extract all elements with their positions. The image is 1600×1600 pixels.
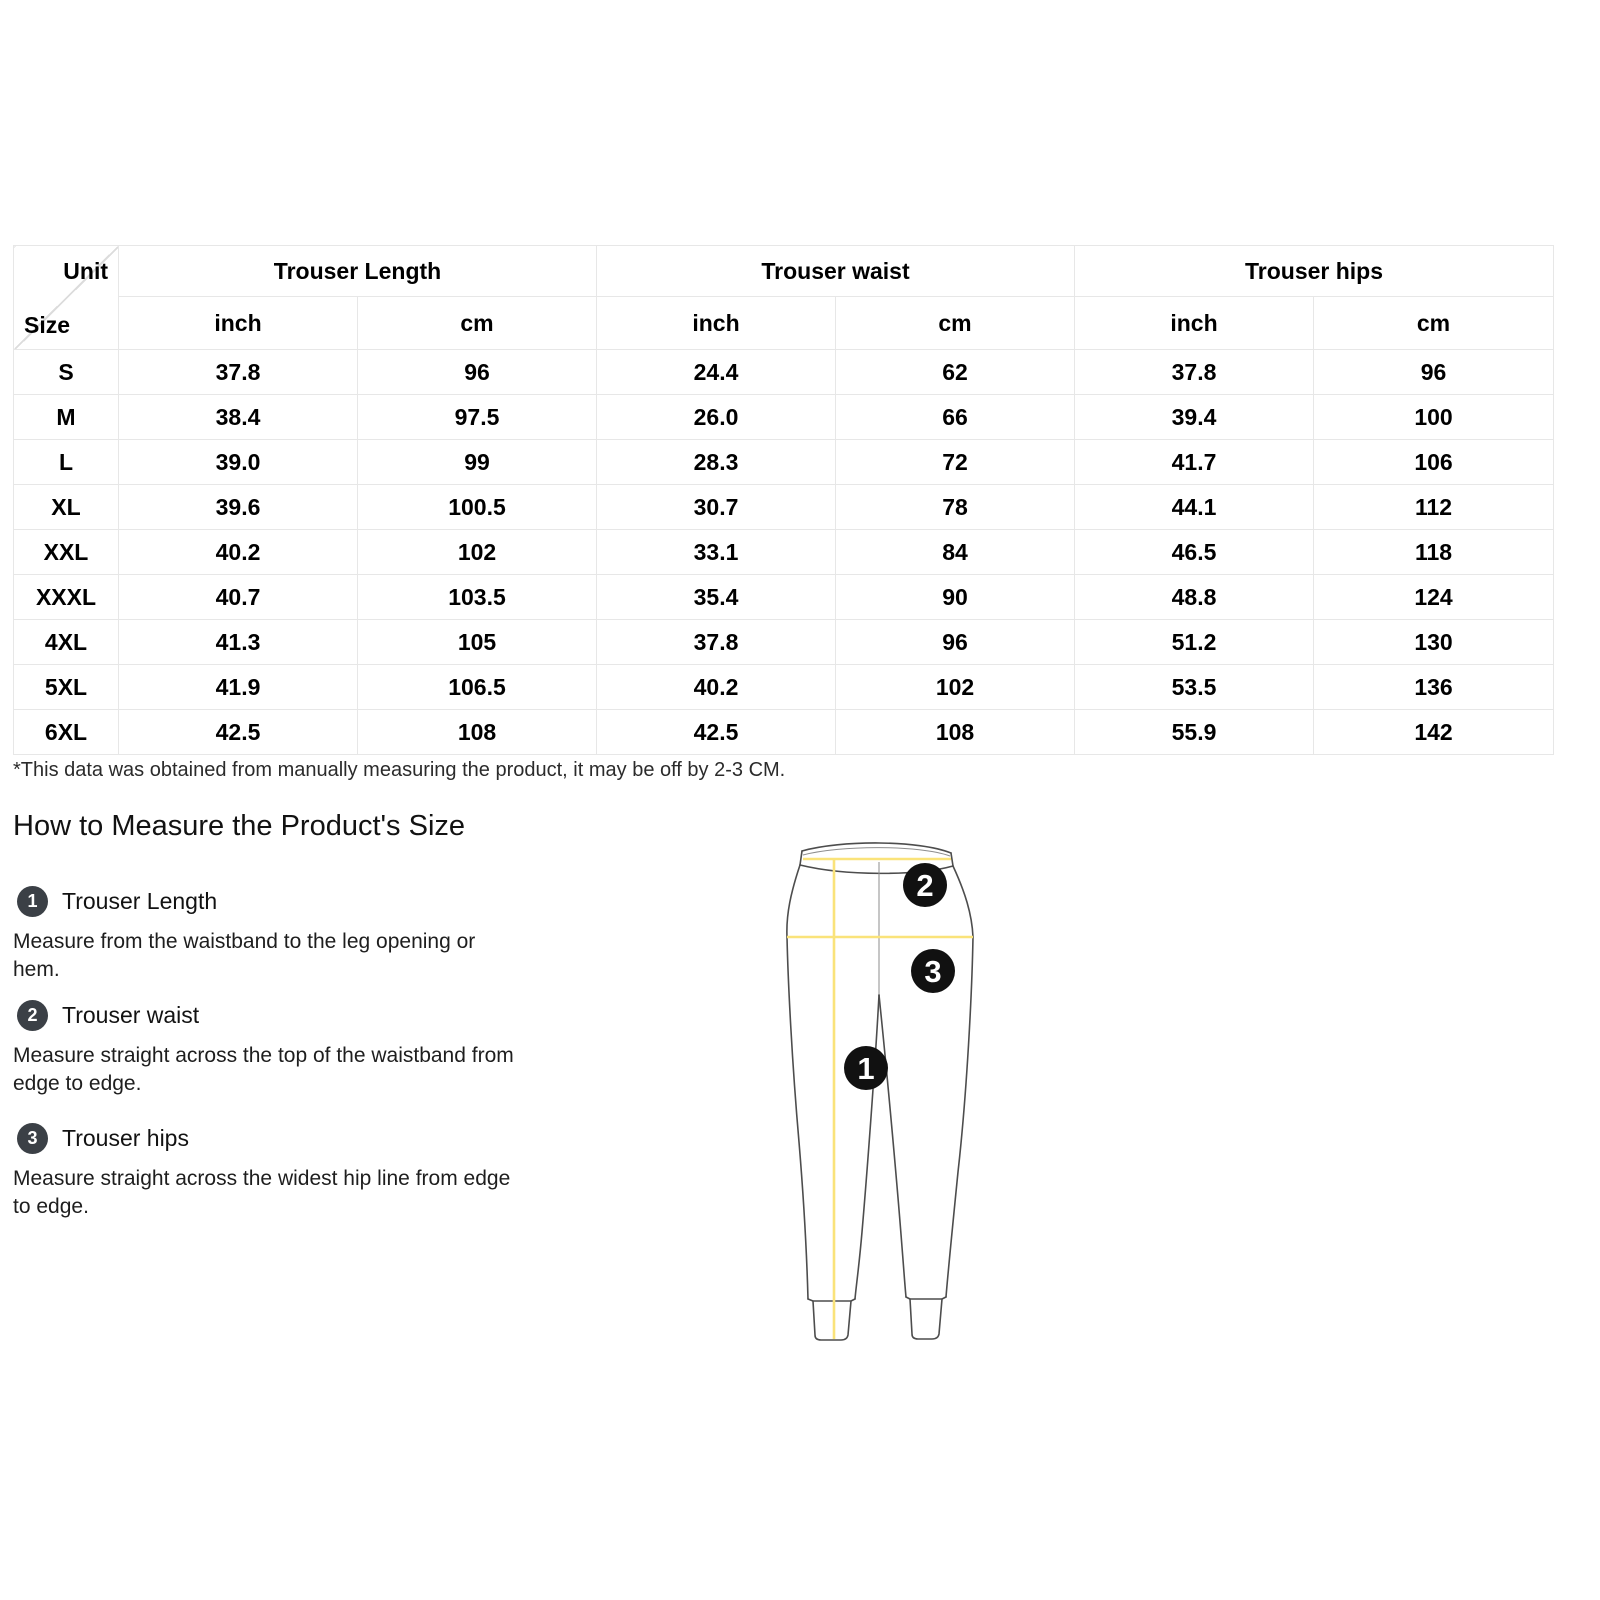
size-table-row (14, 710, 1554, 755)
size-cell: 96 (358, 350, 597, 395)
description-line: Measure straight across the widest hip line from edge (13, 1167, 511, 1190)
unit-header-row (14, 297, 1554, 350)
step-3-label: Trouser hips (62, 1125, 189, 1151)
size-cell: 40.2 (597, 665, 836, 710)
description-line: Measure from the waistband to the leg opening or (13, 930, 476, 953)
size-cell: 33.1 (597, 530, 836, 575)
column-group-trouser-length: Trouser Length (119, 246, 597, 297)
size-label: 4XL (14, 620, 119, 665)
size-cell: 108 (836, 710, 1075, 755)
right-leg-inner-seam (879, 995, 906, 1297)
left-cuff (813, 1301, 851, 1340)
size-cell: 105 (358, 620, 597, 665)
marker-3-number: 3 (924, 954, 942, 989)
size-cell: 53.5 (1075, 665, 1314, 710)
size-table-row (14, 395, 1554, 440)
size-cell: 55.9 (1075, 710, 1314, 755)
unit-header-waist-inch: inch (597, 297, 836, 350)
step-2-badge: 2 (17, 1000, 48, 1031)
size-cell: 102 (358, 530, 597, 575)
step-1-description (13, 928, 613, 984)
size-cell: 118 (1314, 530, 1554, 575)
guide-item-trouser-waist (13, 1000, 613, 1098)
guide-item-head (13, 886, 613, 917)
size-table-body (14, 350, 1554, 755)
size-table-row (14, 440, 1554, 485)
corner-size-label: Size (24, 312, 71, 338)
table-corner-cell (14, 246, 119, 350)
step-2-label: Trouser waist (62, 1002, 200, 1028)
size-cell: 124 (1314, 575, 1554, 620)
size-label: XXL (14, 530, 119, 575)
left-leg-inner-seam (855, 995, 879, 1299)
size-label: 6XL (14, 710, 119, 755)
size-chart-table (13, 245, 1554, 755)
size-label: L (14, 440, 119, 485)
size-cell: 108 (358, 710, 597, 755)
size-cell: 41.7 (1075, 440, 1314, 485)
unit-header-hips-cm: cm (1314, 297, 1554, 350)
description-line: edge to edge. (13, 1072, 142, 1095)
trousers-diagram-svg (775, 832, 985, 1347)
size-cell: 37.8 (597, 620, 836, 665)
size-label: XXXL (14, 575, 119, 620)
step-1-label: Trouser Length (62, 888, 218, 914)
guide-item-head (13, 1123, 613, 1154)
size-table-row (14, 485, 1554, 530)
right-leg-outer-seam (946, 866, 973, 1297)
size-cell: 39.6 (119, 485, 358, 530)
size-cell: 39.0 (119, 440, 358, 485)
diagram-marker-1 (844, 1046, 888, 1090)
size-cell: 130 (1314, 620, 1554, 665)
guide-item-trouser-length (13, 886, 613, 984)
size-cell: 39.4 (1075, 395, 1314, 440)
size-cell: 44.1 (1075, 485, 1314, 530)
size-label: S (14, 350, 119, 395)
right-cuff (910, 1299, 942, 1339)
size-cell: 24.4 (597, 350, 836, 395)
size-cell: 72 (836, 440, 1075, 485)
marker-2-number: 2 (916, 868, 934, 903)
size-cell: 62 (836, 350, 1075, 395)
unit-header-waist-cm: cm (836, 297, 1075, 350)
trousers-measurement-diagram (775, 832, 985, 1347)
size-cell: 100.5 (358, 485, 597, 530)
marker-1-number: 1 (857, 1051, 875, 1086)
size-cell: 112 (1314, 485, 1554, 530)
size-table-row (14, 620, 1554, 665)
diagram-marker-2 (903, 863, 947, 907)
size-cell: 51.2 (1075, 620, 1314, 665)
left-leg-outer-seam (787, 865, 808, 1299)
unit-header-length-cm: cm (358, 297, 597, 350)
size-table-row (14, 575, 1554, 620)
column-group-trouser-waist: Trouser waist (597, 246, 1075, 297)
description-line: Measure straight across the top of the waistband from (13, 1044, 514, 1067)
size-cell: 97.5 (358, 395, 597, 440)
size-cell: 42.5 (119, 710, 358, 755)
size-cell: 40.7 (119, 575, 358, 620)
size-cell: 35.4 (597, 575, 836, 620)
size-cell: 66 (836, 395, 1075, 440)
table-footnote: *This data was obtained from manually measuring the product, it may be off by 2-3 CM. (13, 759, 786, 781)
waistband-inner-line (803, 848, 950, 856)
size-cell: 37.8 (1075, 350, 1314, 395)
size-label: M (14, 395, 119, 440)
size-cell: 102 (836, 665, 1075, 710)
unit-header-hips-inch: inch (1075, 297, 1314, 350)
step-3-badge: 3 (17, 1123, 48, 1154)
guide-item-head (13, 1000, 613, 1031)
size-cell: 78 (836, 485, 1075, 530)
size-cell: 84 (836, 530, 1075, 575)
step-2-description (13, 1042, 613, 1098)
size-cell: 103.5 (358, 575, 597, 620)
size-table-row (14, 665, 1554, 710)
corner-unit-label: Unit (63, 258, 108, 284)
guide-title: How to Measure the Product's Size (13, 810, 466, 842)
size-cell: 26.0 (597, 395, 836, 440)
size-cell: 96 (836, 620, 1075, 665)
size-cell: 142 (1314, 710, 1554, 755)
size-cell: 28.3 (597, 440, 836, 485)
waistband-left-edge (800, 851, 802, 865)
trousers-outline (787, 843, 973, 1340)
size-cell: 40.2 (119, 530, 358, 575)
size-table-row (14, 350, 1554, 395)
size-cell: 37.8 (119, 350, 358, 395)
size-cell: 96 (1314, 350, 1554, 395)
unit-header-length-inch: inch (119, 297, 358, 350)
step-1-badge: 1 (17, 886, 48, 917)
size-cell: 106.5 (358, 665, 597, 710)
size-cell: 48.8 (1075, 575, 1314, 620)
size-cell: 38.4 (119, 395, 358, 440)
group-header-row (14, 246, 1554, 297)
size-cell: 99 (358, 440, 597, 485)
size-cell: 30.7 (597, 485, 836, 530)
size-cell: 42.5 (597, 710, 836, 755)
description-line: to edge. (13, 1195, 89, 1218)
diagram-marker-3 (911, 949, 955, 993)
size-cell: 41.3 (119, 620, 358, 665)
size-label: XL (14, 485, 119, 530)
size-cell: 100 (1314, 395, 1554, 440)
step-3-description (13, 1165, 613, 1221)
size-label: 5XL (14, 665, 119, 710)
size-cell: 106 (1314, 440, 1554, 485)
column-group-trouser-hips: Trouser hips (1075, 246, 1554, 297)
size-cell: 136 (1314, 665, 1554, 710)
description-line: hem. (13, 958, 60, 981)
size-cell: 90 (836, 575, 1075, 620)
waistband-right-edge (951, 853, 953, 866)
size-cell: 46.5 (1075, 530, 1314, 575)
size-table-row (14, 530, 1554, 575)
guide-item-trouser-hips (13, 1123, 613, 1221)
size-cell: 41.9 (119, 665, 358, 710)
